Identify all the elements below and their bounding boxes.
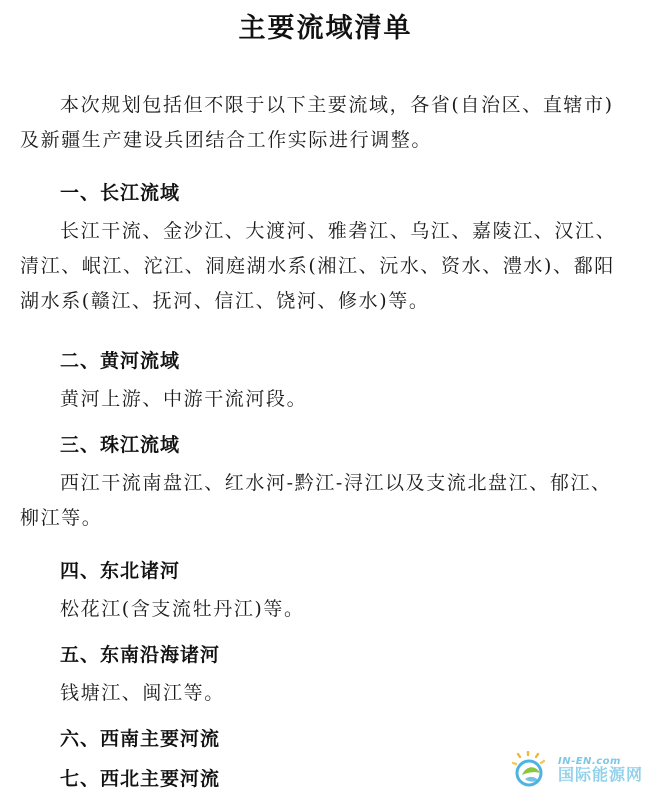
section-body-southeast-coastal-rivers: 钱塘江、闽江等。 [60,682,225,704]
intro-paragraph: 本次规划包括但不限于以下主要流域，各省(自治区、直辖市)及新疆生产建设兵团结合工作实际进行调整。 [20,94,614,151]
page-title: 主要流域清单 [238,13,413,44]
section-heading-yellow-river: 二、黄河流域 [60,350,181,372]
section-heading-yangtze: 一、长江流域 [60,182,181,204]
energy-logo-icon [512,751,554,789]
section-heading-pearl-river: 三、珠江流域 [60,434,181,456]
section-body-pearl-river: 西江干流南盘江、红水河-黔江-浔江以及支流北盘江、郁江、柳江等。 [20,472,612,529]
watermark-logo [512,751,643,789]
section-body-yellow-river: 黄河上游、中游干流河段。 [60,388,308,410]
section-heading-northwest-rivers: 七、西北主要河流 [60,768,221,790]
section-heading-southwest-rivers: 六、西南主要河流 [60,728,221,750]
section-body-yangtze: 长江干流、金沙江、大渡河、雅砻江、乌江、嘉陵江、汉江、清江、岷江、沱江、洞庭湖水系(湘江、沅水、资水、澧水)、鄱阳湖水系(赣江、抚河、信江、饶河、修水)等。 [20,220,617,312]
section-heading-northeast-rivers: 四、东北诸河 [60,560,181,582]
section-heading-southeast-coastal-rivers: 五、东南沿海诸河 [60,644,221,666]
section-body-northeast-rivers: 松花江(含支流牡丹江)等。 [60,598,305,620]
watermark-top-text: IN-EN.com [557,756,621,767]
watermark-bottom-text: 国际能源网 [557,765,643,784]
